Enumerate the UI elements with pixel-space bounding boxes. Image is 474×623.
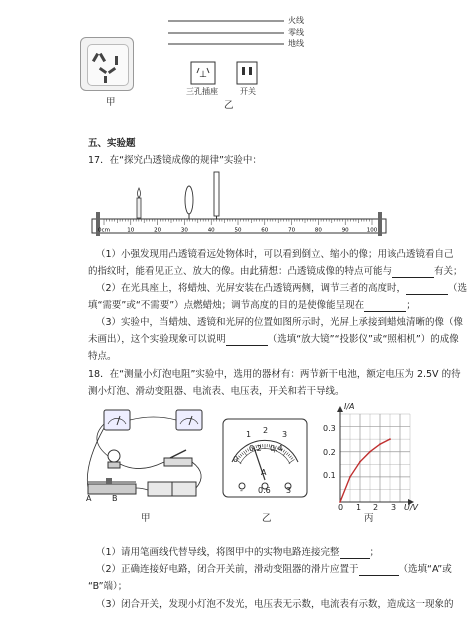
label-yi-top: 乙 — [224, 100, 234, 111]
q17-p1-text-a: 的指纹时，能看见正立、放大的像。由此猜想：凸透镜成像的特点可能与 — [88, 266, 393, 277]
circuit-photo — [84, 404, 212, 514]
bench-tick-label: 30 — [180, 227, 188, 234]
chart-point — [349, 476, 351, 478]
q17-p2-text-d: ； — [406, 300, 416, 311]
optical-bench — [90, 170, 390, 240]
dial-bottom-0-2: 0.2 — [249, 444, 262, 453]
bench-tick-label: 60 — [261, 227, 269, 234]
fig-bing-label: 丙 — [364, 513, 374, 524]
switch-label: 开关 — [240, 87, 256, 96]
q17-p3-text-b: （选填“放大镜”“投影仪”或“照相机”）的成像 — [267, 334, 459, 345]
dial-zero: 0 — [233, 455, 239, 464]
chart-point — [379, 443, 381, 445]
chart-xtick-0: 0 — [338, 503, 344, 512]
chart-curve — [340, 439, 390, 502]
q17-p1-line1: （1）小强发现用凸透镜看远处物体时，可以看到倒立、缩小的像；用该凸透镜看自己 — [96, 249, 454, 260]
terminal-neg: - — [240, 486, 243, 495]
socket-label: 三孔插座 — [186, 87, 218, 96]
q18-stem-line2: 测小灯泡、滑动变阻器、电流表、电压表，开关和若干导线。 — [88, 386, 345, 397]
dial-bottom-0-4: 0.4 — [270, 444, 283, 453]
svg-text:⊥: ⊥ — [199, 70, 207, 80]
label-jia-top: 甲 — [106, 97, 116, 108]
q17-p2-line1 — [96, 282, 467, 295]
q17-p1-line2 — [88, 265, 463, 278]
q18-p2-text-b: （选填“A”或 — [398, 564, 452, 575]
q18-p2-blank[interactable] — [359, 564, 399, 576]
bench-tick-label: 40 — [207, 227, 215, 234]
wall-socket-photo — [80, 37, 134, 91]
q17-p2-blank-1[interactable] — [406, 283, 448, 295]
bench-tick-label: 0cm — [98, 227, 110, 234]
iu-chart — [318, 402, 418, 514]
q17-p1-blank[interactable] — [392, 266, 434, 278]
q17-p3-line2 — [88, 333, 459, 346]
dial-top-2: 2 — [263, 426, 269, 435]
q17-p3-line1: （3）实验中，当蜡烛、透镜和光屏的位置如图所示时，光屏上承接到蜡烛清晰的像（像 — [96, 317, 464, 328]
wire-fire-label: 火线 — [288, 16, 304, 25]
q17-p3-blank[interactable] — [226, 334, 268, 346]
bench-tick-label: 50 — [234, 227, 242, 234]
q17-p1-text-b: 有关； — [434, 266, 463, 277]
q17-p2-text-a: （2）在光具座上，将蜡烛、光屏安装在凸透镜两侧，调节三者的高度时， — [96, 283, 407, 294]
q18-p1-end: ； — [369, 547, 380, 558]
socket-face — [87, 44, 129, 86]
wire-ground-label: 地线 — [288, 39, 304, 48]
q17-p2-line2 — [88, 299, 416, 312]
dial-top-3: 3 — [282, 430, 288, 439]
chart-ytick-0-1: 0.1 — [323, 471, 336, 480]
chart-point — [369, 451, 371, 453]
chart-xtick-2: 2 — [373, 503, 379, 512]
q18-p1-text: （1）请用笔画线代替导线，将图甲中的实物电路连接完整 — [96, 547, 340, 558]
q17-p2-blank-2[interactable] — [364, 300, 406, 312]
q18-p2-text-a: （2）正确连接好电路，闭合开关前，滑动变阻器的滑片应置于 — [96, 564, 359, 575]
q18-p2-line2: “B”端）； — [88, 581, 128, 592]
terminal-3: 3 — [286, 486, 292, 495]
wire-neutral-label: 零线 — [288, 28, 304, 37]
rheostat-label-b: B — [112, 494, 118, 503]
chart-xtick-1: 1 — [356, 503, 362, 512]
chart-point — [389, 438, 391, 440]
fig-jia-label: 甲 — [141, 513, 151, 524]
bench-tick-label: 20 — [154, 227, 162, 234]
rheostat-label-a: A — [86, 494, 92, 503]
chart-ylabel: I/A — [344, 402, 355, 411]
q18-p2-line1 — [96, 563, 452, 576]
q17-p2-text-c: 填“需要”或“不需要”）点燃蜡烛；调节高度的目的是使像能呈现在 — [88, 300, 365, 311]
q18-stem-line1: 18．在“测量小灯泡电阻”实验中，选用的器材有：两节新干电池，额定电压为 2.5V 的待 — [88, 369, 461, 380]
q17-stem: 17．在“探究凸透镜成像的规律”实验中： — [88, 155, 262, 166]
chart-xtick-3: 3 — [391, 503, 397, 512]
q18-p1 — [96, 546, 379, 559]
bench-tick-label: 80 — [314, 227, 322, 234]
bench-tick-label: 100 — [366, 227, 378, 234]
bench-tick-label: 70 — [288, 227, 296, 234]
bench-tick-label: 90 — [341, 227, 349, 234]
bench-tick-label: 10 — [127, 227, 135, 234]
fig-yi-label: 乙 — [262, 513, 272, 524]
chart-point — [359, 461, 361, 463]
q17-p3-line3: 特点。 — [88, 351, 117, 362]
dial-unit: A — [261, 468, 267, 477]
chart-ytick-0-2: 0.2 — [323, 448, 336, 457]
section-title: 五、实验题 — [88, 138, 136, 149]
q18-p3: （3）闭合开关，发现小灯泡不发光，电压表无示数，电流表有示数，造成这一现象的 — [96, 599, 454, 610]
q17-p2-text-b: （选 — [448, 283, 468, 294]
terminal-0-6: 0.6 — [258, 486, 271, 495]
chart-xlabel: U/V — [404, 503, 419, 512]
q17-p3-text-a: 未画出），这个实验现象可以说明 — [88, 334, 226, 345]
chart-ytick-0-3: 0.3 — [323, 424, 336, 433]
dial-top-1: 1 — [246, 430, 252, 439]
q18-p1-blank[interactable] — [340, 547, 370, 559]
